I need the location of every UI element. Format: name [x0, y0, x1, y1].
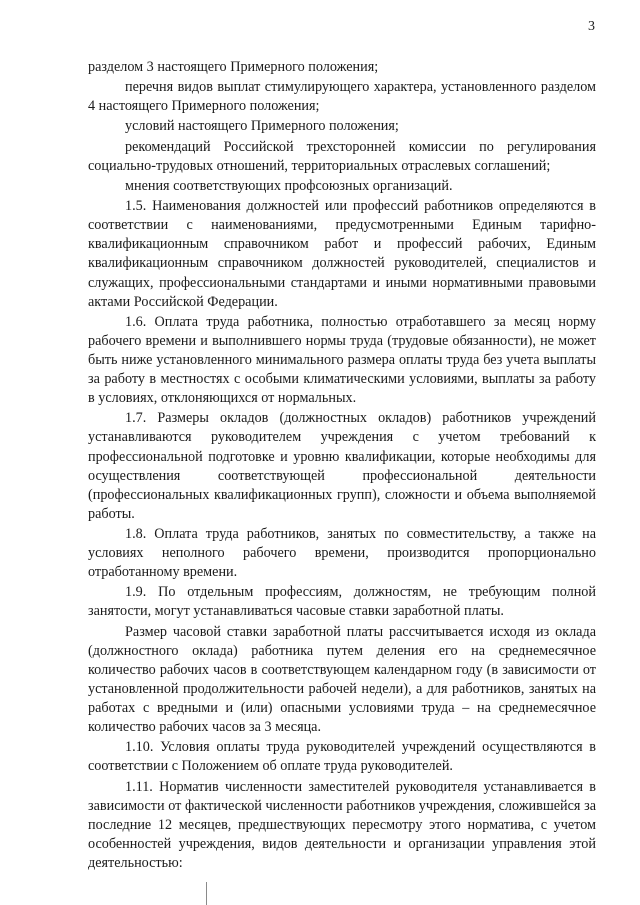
paragraph: разделом 3 настоящего Примерного положения;: [88, 59, 379, 75]
paragraph: Размер часовой ставки заработной платы рассчитывается исходя из оклада (должностного оклада) работника путем деления его на среднемесячное количество рабочих часов в соответствующем календарном году (в зависимости от установленной продолжительности рабочей недели), а для работников, занятых на работах с вредными и (или) опасными условиями труда – на среднемесячное количество рабочих часов за 3 месяца.: [88, 623, 596, 736]
paragraph: 1.5. Наименования должностей или профессий работников определяются в соответствии с наименованиями, предусмотренными Единым тарифно-квалификационным справочником работ и профессий рабочих, Единым квалификационным справочником должностей руководителей, специалистов и служащих, профессиональными стандартами и иными нормативными правовыми актами Российской Федерации.: [88, 198, 596, 310]
page-number: 3: [588, 19, 595, 34]
paragraph: мнения соответствующих профсоюзных организаций.: [125, 177, 453, 194]
paragraph: 1.10. Условия оплаты труда руководителей учреждений осуществляются в соответствии с Положением об оплате труда руководителей.: [88, 739, 596, 775]
paragraph: 1.7. Размеры окладов (должностных окладов) работников учреждений устанавливаются руководителем учреждения с учетом требований к профессиональной подготовке и уровню квалификации, которые необходимы для осуществления соответствующей профессиональной деятельности (профессиональных квалификационных групп), сложности и объема выполняемой работы.: [88, 410, 596, 522]
paragraph: перечня видов выплат стимулирующего характера, установленного разделом 4 настоящего Примерного положения;: [88, 79, 596, 115]
document-body: [88, 58, 596, 874]
paragraph: рекомендаций Российской трехсторонней комиссии по регулирования социально-трудовых отношений, территориальных отраслевых соглашений;: [88, 138, 596, 174]
paragraph: 1.8. Оплата труда работников, занятых по совместительству, а также на условиях неполного рабочего времени, производится пропорционально отработанному времени.: [88, 526, 596, 581]
paragraph: 1.11. Норматив численности заместителей руководителя устанавливается в зависимости от фактической численности работников учреждения, сложившейся за последние 12 месяцев, предшествующих пересмотру этого норматива, с учетом особенностей учреждения, видов деятельности и организации управления этой деятельностью:: [88, 778, 596, 871]
paragraph: 1.9. По отдельным профессиям, должностям, не требующим полной занятости, могут устанавливаться часовые ставки заработной платы.: [88, 584, 596, 620]
scan-artifact-line: [206, 882, 207, 905]
paragraph: условий настоящего Примерного положения;: [125, 118, 399, 135]
paragraph: 1.6. Оплата труда работника, полностью отработавшего за месяц норму рабочего времени и выполнившего нормы труда (трудовые обязанности), не может быть ниже установленного минимального размера оплаты труда без учета выплаты за работу в местностях с особыми климатическими условиями, выплаты за работу в условиях, отклоняющихся от нормальных.: [88, 313, 596, 407]
